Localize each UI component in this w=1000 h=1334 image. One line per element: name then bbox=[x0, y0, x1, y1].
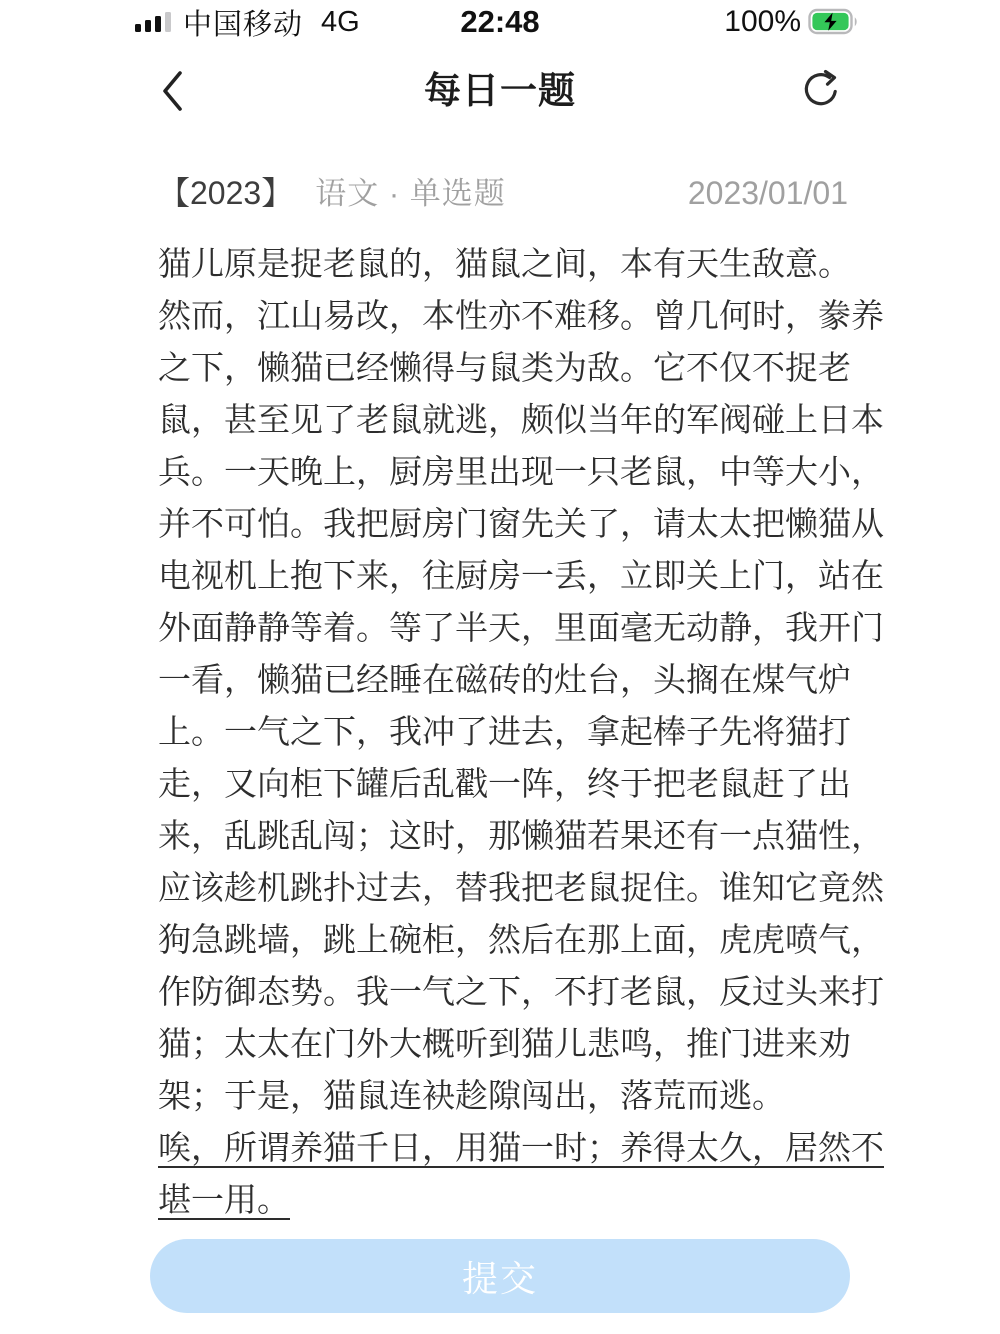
status-bar-right bbox=[724, 5, 860, 39]
page-title: 每日一题 bbox=[424, 70, 576, 111]
passage-line: 之下，懒猫已经懒得与鼠类为敌。它不仅不捉老 bbox=[158, 349, 851, 386]
back-button[interactable] bbox=[152, 62, 192, 120]
passage-line: 兵。一天晚上，厨房里出现一只老鼠，中等大小， bbox=[158, 453, 884, 490]
passage-line: 电视机上抱下来，往厨房一丢，立即关上门，站在 bbox=[158, 557, 884, 594]
passage-line: 走，又向柜下罐后乱戳一阵，终于把老鼠赶了出 bbox=[158, 765, 851, 802]
question-date: 2023/01/01 bbox=[687, 175, 848, 211]
passage-line: 猫；太太在门外大概听到猫儿悲鸣，推门进来劝 bbox=[158, 1025, 851, 1062]
refresh-icon bbox=[798, 102, 844, 117]
passage-line: 狗急跳墙，跳上碗柜，然后在那上面，虎虎喷气， bbox=[158, 921, 884, 958]
passage-line: 并不可怕。我把厨房门窗先关了，请太太把懒猫从 bbox=[158, 505, 884, 542]
passage-line: 应该趁机跳扑过去，替我把老鼠捉住。谁知它竟然 bbox=[158, 869, 884, 906]
passage-line: 猫儿原是捉老鼠的，猫鼠之间，本有天生敌意。 bbox=[158, 245, 851, 282]
passage-line: 来，乱跳乱闯；这时，那懒猫若果还有一点猫性， bbox=[158, 817, 884, 854]
passage-line-underlined: 唉，所谓养猫千日，用猫一时；养得太久，居然不 bbox=[158, 1129, 884, 1166]
nav-bar bbox=[0, 44, 1000, 130]
passage-line-underlined: 堪一用。 bbox=[158, 1181, 290, 1218]
passage-line: 上。一气之下，我冲了进去，拿起棒子先将猫打 bbox=[158, 713, 851, 750]
question-subject-type: 语文 · 单选题 bbox=[315, 176, 506, 211]
status-time: 22:48 bbox=[460, 4, 540, 39]
carrier-label: 中国移动 bbox=[183, 8, 304, 41]
battery-charging-icon bbox=[808, 8, 860, 36]
question-year-tag: 【2023】 bbox=[158, 175, 294, 211]
passage-line: 一看，懒猫已经睡在磁砖的灶台，头搁在煤气炉 bbox=[158, 661, 851, 698]
refresh-button[interactable] bbox=[794, 62, 848, 118]
status-bar bbox=[0, 0, 1000, 44]
passage-line: 外面静静等着。等了半天，里面毫无动静，我开门 bbox=[158, 609, 884, 646]
question-meta-row bbox=[158, 168, 848, 214]
passage-line: 作防御态势。我一气之下，不打老鼠，反过头来打 bbox=[158, 973, 884, 1010]
passage-line: 架；于是，猫鼠连袂趁隙闯出，落荒而逃。 bbox=[158, 1077, 785, 1114]
network-type-label: 4G bbox=[321, 5, 360, 38]
battery-percent-label: 100% bbox=[724, 5, 801, 38]
passage-line: 鼠，甚至见了老鼠就逃，颇似当年的军阀碰上日本 bbox=[158, 401, 884, 438]
question-meta-left bbox=[158, 168, 506, 214]
status-bar-left bbox=[135, 2, 360, 43]
passage-line: 然而，江山易改，本性亦不难移。曾几何时，豢养 bbox=[158, 297, 884, 334]
chevron-left-icon bbox=[158, 102, 186, 117]
cellular-signal-icon bbox=[135, 12, 171, 33]
question-passage bbox=[158, 238, 890, 1226]
submit-button[interactable]: 提交 bbox=[150, 1239, 850, 1313]
